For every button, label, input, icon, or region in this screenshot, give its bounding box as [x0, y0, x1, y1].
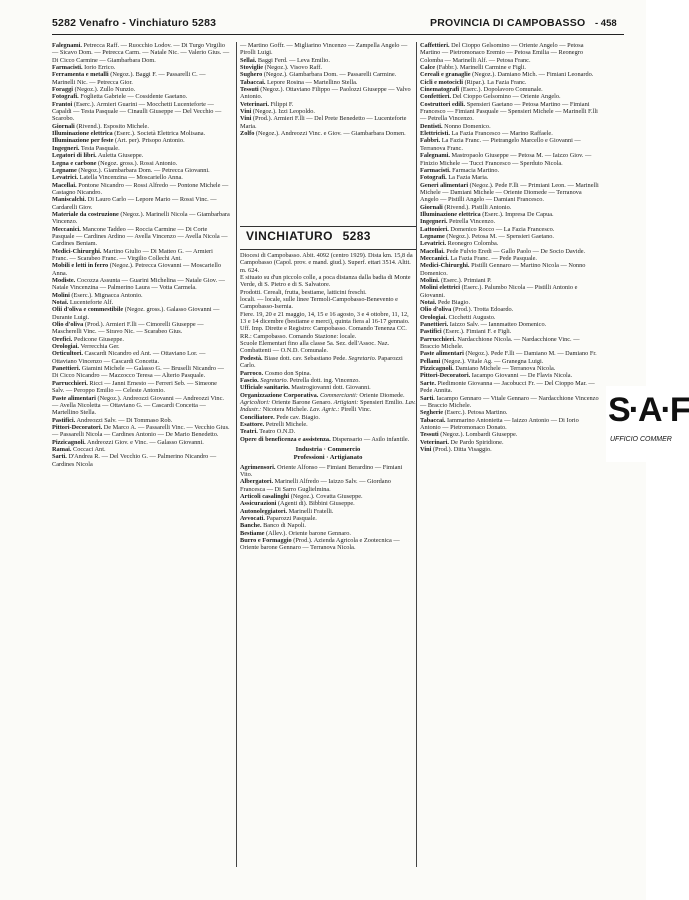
- advertisement-fragment: [606, 386, 689, 462]
- directory-entry: Macellai. Pontone Nicandro — Rossi Alfredo — Pontone Michele — Castagno Nicandro.: [52, 181, 229, 196]
- directory-entry: Veterinari. Filippi F.: [240, 100, 294, 108]
- directory-entry: Paste alimentari (Negoz.). Pede F.lli — Damiano M. — Damiano Fr.: [420, 350, 597, 358]
- directory-entry: Sarte. Piedimonte Giovanna — Jacobucci Fr. — Del Cioppo Mar. — Pede Annita.: [420, 379, 595, 395]
- directory-entry: Uff. Imp. Dirette e Registro: Campobasso. Comando Tenenza CC. RR.: Campobasso. Comando Stazione: locale.: [240, 325, 407, 340]
- directory-entry: Falegnami. Mastropaolo Giuseppe — Petosa M. — Iaizzo Giov. — Finizio Michele — Tucci Francesco — Sperduto Nicola.: [420, 152, 592, 167]
- directory-entry: Sarti. D'Andrea R. — Del Vecchio G. — Palmerino Nicandro — Cardines Nicola: [52, 453, 217, 468]
- directory-entry: Ingegneri. Testa Pasquale.: [52, 144, 120, 152]
- directory-entry: Legname (Negoz.). Petosa M. — Spensieri Gaetano.: [420, 232, 554, 240]
- directory-entry: locali. — locale, sulle linee Termoli-Campobasso-Benevento e Campobasso-Isernia.: [240, 296, 398, 311]
- directory-entry: Orologiai. Cicchetti Augusto.: [420, 313, 496, 321]
- trade-listing: [240, 464, 416, 552]
- directory-entry: Medici-Chirurghi. Martino Giulio — Di Matteo G. — Armieri Franc. — Scarabeo Franc. — Virgilio Collechi Ant.: [52, 247, 213, 262]
- directory-entry: Parrucchieri. Ricci — Janni Ernesto — Ferreri Seb. — Simeone Salv. — Peroppo Emilio — Celeste Antonio.: [52, 379, 217, 395]
- column-divider: [416, 42, 417, 867]
- directory-entry: Notai. Pede Biagio.: [420, 299, 471, 307]
- directory-entry: Calce (Fabbr.). Marinelli Carmine e Figli.: [420, 64, 526, 72]
- directory-entry: Olii d'oliva e commestibile (Negoz. gross.). Galasso Giovanni — Durante Luigi.: [52, 306, 220, 321]
- directory-entry: Tabaccai. Iammarino Antonietta — Iaizzo Antonio — Di Iorio Antonio — Pietromonaco Donato.: [420, 416, 579, 431]
- directory-entry: Fascio. Segretario. Petrella dott. ing. Vincenzo.: [240, 376, 360, 384]
- directory-entry: Caffettieri. Del Cioppo Gelsomino — Oriente Angelo — Petosa Martino — Pietromonaco Eremio — Petosa Emilia — Reonegro Colomba — Marinelli Alf. — Petosa Franc.: [420, 42, 584, 64]
- directory-entry: Parrucchieri. Nardacchione Nicola. — Nardacchione Vinc. — Braccio Michele.: [420, 335, 580, 351]
- directory-entry: Sughero (Negoz.). Giambarbara Dom. — Passarelli Carmine.: [240, 71, 397, 79]
- directory-entry: Sellai. Baggi Ferd. — Leva Emilio.: [240, 56, 330, 64]
- directory-entry: Orologiai. Verrecchia Ger.: [52, 343, 120, 351]
- directory-entry: Pizzicagnoli. Andreozzi Giov. e Vinc. — Galasso Giovanni.: [52, 438, 204, 446]
- directory-entry: Legatori di libri. Auletta Giuseppe.: [52, 152, 144, 160]
- directory-entry: Stoviglie (Negoz.). Visovo Raff.: [240, 64, 322, 72]
- directory-entry: — Martino Goffr. — Migliarino Vincenzo — Zampella Angelo — Pirolli Luigi.: [240, 42, 408, 57]
- directory-entry: Falegnami. Petrecca Raff. — Ruocchio Lodov. — Di Turgo Virgilio — Sicavo Dom. — Petrecca Carm. — Natale Nic. — Valerio Gius. — Di Cicco Carmine — Giambarbara Dom.: [52, 42, 230, 64]
- header-rule: [52, 34, 624, 35]
- directory-entry: Ferramenta e metalli (Negoz.). Baggi F. — Passarelli C. — Marinelli Nic. — Petrecca Gior.: [52, 71, 206, 86]
- directory-entry: Molini elettrici (Eserc.). Palumbo Nicola — Pistilli Antonio e Giovanni.: [420, 284, 578, 299]
- directory-entry: Parroco. Cosmo don Spina.: [240, 369, 312, 377]
- directory-entry: Materiale da costruzione (Negoz.). Marinelli Nicola — Giambarbara Vincenzo.: [52, 210, 230, 226]
- directory-entry: Scuole Elementari fino alla classe 5a. Sez. dell'Assoc. Naz. Combattenti — O.N.D. Comunale.: [240, 340, 390, 355]
- directory-entry: Frantoi (Eserc.). Armieri Guarini — Mocchetti Lucenteforte — Capaldi — Testa Pasquale — Cinaulli Giuseppe — Del Vecchio — Scarobo.: [52, 100, 222, 123]
- directory-entry: Segherie (Eserc.). Petosa Martino.: [420, 409, 508, 417]
- directory-entry: Generi alimentari (Negoz.). Pede F.lli — Primiani Leon. — Marinelli Michele — Damiani Michele — Oriente Diomede — Terranova Angelo — Pistilli Angelo — Damiani Francesco.: [420, 181, 599, 204]
- directory-entry: Orefici. Pedicone Giuseppe.: [52, 335, 124, 343]
- ad-logo: S·A·F: [608, 391, 689, 429]
- directory-entry: Albergatori. Marinelli Alfredo — Iaizzo Salv. — Giordano Francesca — Di Sarro Guglielmina.: [240, 478, 391, 493]
- column-middle-top: [240, 42, 418, 137]
- directory-entry: Molini. (Eserc.). Primiani P.: [420, 277, 492, 284]
- directory-entry: Mobili e letti in ferro (Negoz.). Petrecca Giovanni — Moscariello Anna.: [52, 262, 221, 277]
- directory-entry: Giornali (Rivend.). Esposito Michele.: [52, 122, 149, 130]
- directory-entry: Notai. Lucenteforte Alf.: [52, 299, 114, 307]
- town-name: VINCHIATURO: [246, 229, 333, 243]
- directory-entry: Legname (Negoz.). Giambarbara Dom. — Petrecca Giovanni.: [52, 166, 210, 174]
- directory-entry: Diocesi di Campobasso. Abit. 4092 (centro 1929). Dista km. 15,8 da Campobasso (Capol. prov. e mand. giud.). Superf. ettari 3514. Altit. m. 624.: [240, 252, 413, 274]
- directory-entry: Cereali e granaglie (Negoz.). Damiano Mich. — Fimiani Leonardo.: [420, 71, 594, 79]
- directory-entry: Confettieri. Del Cioppo Gelsomino — Oriente Angelo.: [420, 93, 561, 101]
- directory-entry: Articoli casalinghi (Negoz.). Covatta Giuseppe.: [240, 493, 363, 500]
- directory-entry: Farmacisti. Iorio Errico.: [52, 64, 116, 72]
- directory-entry: Panettieri. Giamini Michele — Galasso G. — Bruselli Nicandro — Di Cicco Nicandro — Mazzocco Teresa — Alterio Pasquale.: [52, 365, 224, 380]
- directory-entry: Molini (Eserc.). Mignacca Antonio.: [52, 291, 143, 299]
- directory-entry: Zolfo (Negoz.). Andreozzi Vinc. e Giov. — Giambarbara Domen.: [240, 130, 406, 138]
- directory-entry: Pastifici (Eserc.). Fimiani F. e Figli.: [420, 328, 512, 336]
- directory-entry: Tessuti (Negoz.). Lombardi Giuseppe.: [420, 431, 518, 439]
- directory-entry: Panettieri. Iaizzo Salv. — Iannmatteo Domenico.: [420, 321, 547, 329]
- directory-entry: Podestà. Biase dott. cav. Sebastiano Pede. Segretario. Paparozzi Carlo.: [240, 354, 403, 370]
- directory-entry: Medici-Chirurghi. Pistilli Gennaro — Martino Nicola — Nonno Domenico.: [420, 262, 586, 277]
- column-left: [52, 42, 230, 468]
- directory-entry: Tabaccai. Lepore Rosina — Martellino Stella.: [240, 78, 358, 86]
- directory-entry: Cicli e motocicli (Ripar.). La Fazia Franc.: [420, 78, 527, 86]
- town-info: [240, 252, 416, 443]
- page-number: - 458: [595, 18, 617, 29]
- directory-entry: Vini (Prod.). Ditta Visaggio.: [420, 445, 492, 453]
- directory-entry: Fotografi. Foglietta Gabriele — Cossidente Gaetano.: [52, 93, 188, 101]
- directory-entry: Ufficiale sanitario. Mastrogiovanni dott. Giovanni.: [240, 384, 371, 392]
- running-header-left: 5282 Venafro - Vinchiaturo 5283: [52, 17, 217, 29]
- directory-entry: Tessuti (Negoz.). Ottaviano Filippo — Paolozzi Giuseppe — Valvo Antonio.: [240, 86, 411, 101]
- directory-entry: Meccanici. Mancone Taddeo — Roccia Carmine — Di Corte Pasquale — Cardines Ardino — Avella Vincenzo — Avella Nicola — Cardines Beniam.: [52, 225, 228, 248]
- ad-tagline: UFFICIO COMMER: [610, 436, 672, 443]
- directory-entry: Cinematografi (Eserc.). Dopolavoro Comunale.: [420, 86, 543, 94]
- directory-entry: Banche. Banco di Napoli.: [240, 522, 306, 530]
- directory-entry: Levatrici. Reonegro Colomba.: [420, 240, 499, 248]
- directory-entry: E situato su d'un piccolo colle, a poca distanza dalla badia di Monte Verde, di S. Pietro e di S. Salvatore.: [240, 274, 411, 289]
- running-header-right: PROVINCIA DI CAMPOBASSO: [430, 17, 586, 29]
- directory-entry: Vini (Prod.). Armieri F.lli — Del Prete Benedetto — Lucenteforte Maria.: [240, 115, 407, 130]
- directory-entry: Esattore. Petrelli Michele.: [240, 420, 308, 428]
- directory-entry: Prodotti. Cereali, frutta, bestiame, latticini freschi.: [240, 288, 367, 296]
- directory-entry: Pellami (Negoz.). Vitale Ag. — Granegna Luigi.: [420, 357, 544, 365]
- section-title: Industria · Commercio: [295, 445, 361, 453]
- directory-entry: Pastifici. Andreozzi Salv. — Di Tommaso Rob.: [52, 416, 173, 424]
- directory-entry: Maniscalchi. Di Lauro Carlo — Lepore Mario — Rossi Vinc. — Cardarelli Giov.: [52, 196, 217, 211]
- town-number: 5283: [342, 229, 371, 243]
- directory-entry: Vini (Negoz.). Izzi Leopoldo.: [240, 108, 315, 116]
- directory-entry: Pittori-Decoratori. Iacampo Giovanni — De Flavis Nicola.: [420, 372, 573, 380]
- directory-entry: Pizzicagnoli. Damiano Michele — Terranova Nicola.: [420, 365, 556, 373]
- directory-entry: Foraggi (Negoz.). Zullo Nunzio.: [52, 86, 136, 94]
- directory-entry: Teatri. Teatro O.N.D.: [240, 428, 296, 436]
- column-divider: [236, 42, 237, 867]
- directory-entry: Paste alimentari (Negoz.). Andreozzi Giovanni — Andreozzi Vinc. — Avella Nicoletta — Ottaviano G. — Cascardi Concetta — Martellino Stella.: [52, 394, 224, 417]
- directory-entry: Assicurazioni (Agenti di). Bibbini Giuseppe.: [240, 500, 355, 508]
- directory-entry: Pittori-Decoratori. De Marco A. — Passarelli Vinc. — Vecchio Gius. — Passarelli Nicola — Cardines Antonio — De Mario Benedetto.: [52, 423, 230, 439]
- directory-entry: Olio d'oliva (Prod.). Armieri F.lli — Cimorelli Giuseppe — Mascherelli Vinc. — Siravo Nic. — Scarabeo Gius.: [52, 321, 204, 336]
- directory-entry: Olio d'oliva (Prod.). Trotta Edoardo.: [420, 306, 514, 314]
- directory-entry: Veterinari. De Pardo Spiridione.: [420, 438, 504, 446]
- town-heading: [246, 229, 371, 243]
- directory-entry: Costruttori edili. Spensieri Gaetano — Petosa Martino — Fimiani Francesco — Fimiani Pasquale — Spensieri Michele — Marinelli F.lli — Petrella Vincenzo.: [420, 100, 598, 123]
- directory-entry: Orticultori. Cascardi Nicandro ed Ant. — Ottaviano Lor. — Ottaviano Vincenzo — Cascardi Concetta.: [52, 350, 206, 365]
- directory-entry: Opere di beneficenza e assistenza. Dispensario — Asilo infantile.: [240, 435, 410, 443]
- directory-entry: Autonoleggiatori. Marinelli Fratelli.: [240, 507, 334, 515]
- directory-entry: Sarti. Iacampo Gennaro — Vitale Gennaro — Nardacchione Vincenzo — Braccio Michele.: [420, 394, 599, 409]
- directory-entry: Illuminazione elettrica (Eserc.). Società Elettrica Molisana.: [52, 130, 206, 138]
- directory-entry: Dentisti. Nonno Domenico.: [420, 122, 491, 130]
- directory-entry: Elettricisti. La Fazia Francesco — Marino Raffaele.: [420, 130, 553, 138]
- directory-entry: Farmacisti. Farmacia Martino.: [420, 166, 500, 174]
- directory-entry: Legna e carbone (Negoz. gross.). Rossi Antonio.: [52, 159, 178, 167]
- directory-entry: Bestiame (Allev.). Oriente barone Gennaro.: [240, 529, 351, 537]
- directory-entry: Organizzazione Corporativa. Commercianti: Oriente Diomede. Agricoltori: Oriente Barone Genaro. Artigiani: Spensieri Emilio. Lav. Industr.: Nicotera Michele. Lav. Agric.: Pirelli Vinc.: [240, 391, 416, 414]
- directory-entry: Ingegneri. Petrella Vincenzo.: [420, 218, 496, 226]
- directory-entry: Ramai. Coccaci Ant.: [52, 445, 106, 453]
- directory-entry: Burro e Formaggio (Prod.). Azienda Agricola e Zootecnica — Oriente barone Gennaro — Terranova Nicola.: [240, 537, 400, 552]
- section-subtitle: Professioni · Artigianato: [293, 454, 363, 462]
- directory-entry: Illuminazione elettrica (Eserc.). Impresa De Capua.: [420, 210, 554, 218]
- directory-entry: Lattonieri. Domenico Rocco — La Fazia Francesco.: [420, 225, 555, 233]
- directory-entry: Fotografi. La Fazia Maria.: [420, 174, 489, 182]
- directory-entry: Modiste. Cocozza Assunta — Guarini Michelina — Natale Giov. — Natale Vincenzina — Palmerino Laura — Votta Carmela.: [52, 277, 225, 292]
- directory-entry: Illuminazione per feste (Art. per). Prisopo Antonio.: [52, 137, 185, 145]
- directory-entry: Levatrici. Latella Vincenzina — Moscariello Anna.: [52, 174, 183, 182]
- directory-entry: Conciliatore. Pede cav. Biagio.: [240, 413, 320, 421]
- directory-entry: Giornali (Rivend.). Pistilli Antonio.: [420, 203, 512, 211]
- column-right: [420, 42, 600, 453]
- directory-entry: Agrimensori. Oriente Alfonso — Fimiani Berardino — Fimiani Vito.: [240, 463, 403, 478]
- directory-entry: Macellai. Pede Fulvio Eredi — Gallo Paolo — De Socio Davide.: [420, 247, 586, 255]
- column-middle-body: [240, 252, 416, 552]
- directory-entry: Fiere. 19, 20 e 21 maggio, 14, 15 e 16 agosto, 3 e 4 ottobre, 11, 12, 13 e 14 dicembre (bestiame e merci), quinta fiera al 16-17 gennaio.: [240, 310, 410, 326]
- directory-entry: Meccanici. La Fazia Franc. — Pede Pasquale.: [420, 254, 537, 262]
- directory-entry: Avvocati. Paparozzi Pasquale.: [240, 515, 317, 523]
- directory-entry: Fabbri. La Fazia Franc. — Pietrangelo Marcello e Giovanni — Terranova Franc.: [420, 137, 581, 152]
